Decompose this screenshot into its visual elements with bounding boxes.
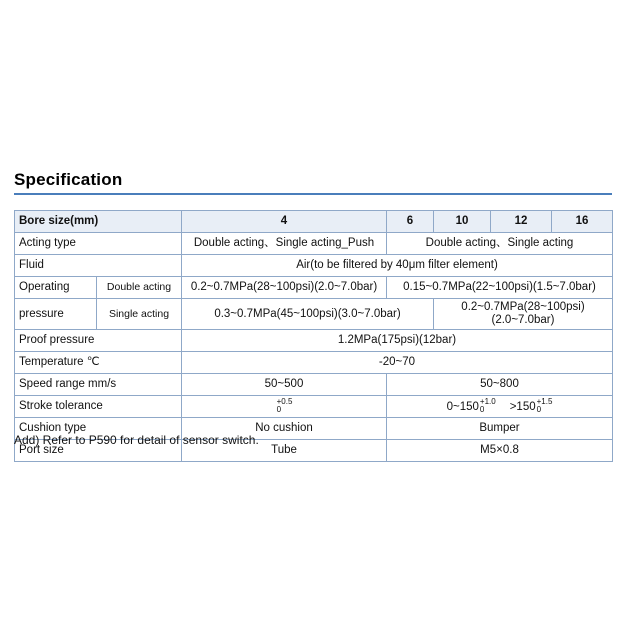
stroke-tolerance-range1-sub: 0 [479,404,485,414]
temperature-value: -20~70 [182,352,613,374]
cushion-type-large: Bumper [387,418,613,440]
specification-table [14,210,613,462]
stroke-tolerance-range1-frac [480,398,496,414]
stroke-tolerance-large [387,396,613,418]
acting-type-value-small: Double acting、Single acting_Push [182,233,387,255]
row-label-port-size: Port size [15,440,182,462]
row-label-stroke-tolerance: Stroke tolerance [15,396,182,418]
stroke-tolerance-range1-base: 0~150 [446,400,479,413]
specification-table-wrapper [14,210,612,462]
stroke-tolerance-small-sup: +0.5 [276,396,293,406]
table-row-header [15,211,613,233]
table-row-speed-range [15,374,613,396]
operating-pressure-double-large: 0.15~0.7MPa(22~100psi)(1.5~7.0bar) [387,277,613,299]
proof-pressure-value: 1.2MPa(175psi)(12bar) [182,330,613,352]
stroke-tolerance-small-sub: 0 [276,404,282,414]
speed-range-large: 50~800 [387,374,613,396]
row-label-acting-type: Acting type [15,233,182,255]
fluid-value: Air(to be filtered by 40μm filter element) [182,255,613,277]
stroke-tolerance-range2-sub: 0 [536,404,542,414]
acting-type-value-large: Double acting、Single acting [387,233,613,255]
operating-pressure-single-large: 0.2~0.7MPa(28~100psi)(2.0~7.0bar) [434,299,613,330]
header-size-12: 12 [491,211,552,233]
port-size-large: M5×0.8 [387,440,613,462]
stroke-tolerance-range1-sup: +1.0 [479,396,496,406]
stroke-tolerance-small [182,396,387,418]
stroke-tolerance-small-frac [277,398,293,414]
operating-pressure-double-small: 0.2~0.7MPa(28~100psi)(2.0~7.0bar) [182,277,387,299]
header-size-10: 10 [434,211,491,233]
row-sublabel-single-acting: Single acting [97,299,182,330]
stroke-tolerance-range2-sup: +1.5 [536,396,553,406]
specification-heading [14,170,612,195]
row-label-speed-range: Speed range mm/s [15,374,182,396]
row-label-cushion-type: Cushion type [15,418,182,440]
row-label-operating: Operating [15,277,97,299]
table-row-stroke-tolerance [15,396,613,418]
table-row-proof-pressure [15,330,613,352]
header-size-6: 6 [387,211,434,233]
table-row-temperature [15,352,613,374]
speed-range-small: 50~500 [182,374,387,396]
row-label-temperature: Temperature ℃ [15,352,182,374]
stroke-tolerance-range2-frac [537,398,553,414]
row-label-fluid: Fluid [15,255,182,277]
cushion-type-small: No cushion [182,418,387,440]
header-size-4: 4 [182,211,387,233]
footnote: Add) Refer to P590 for detail of sensor switch. [14,433,259,447]
port-size-small: Tube [182,440,387,462]
row-label-pressure: pressure [15,299,97,330]
table-row-operating-pressure-single [15,299,613,330]
title-underline [14,193,612,195]
operating-pressure-single-small: 0.3~0.7MPa(45~100psi)(3.0~7.0bar) [182,299,434,330]
table-row-operating-pressure-double [15,277,613,299]
table-row-acting-type [15,233,613,255]
row-label-proof-pressure: Proof pressure [15,330,182,352]
header-bore-size-label: Bore size(mm) [15,211,182,233]
table-row-fluid [15,255,613,277]
stroke-tolerance-range2-base: >150 [509,400,536,413]
header-size-16: 16 [552,211,613,233]
row-sublabel-double-acting: Double acting [97,277,182,299]
page-title: Specification [14,170,123,189]
